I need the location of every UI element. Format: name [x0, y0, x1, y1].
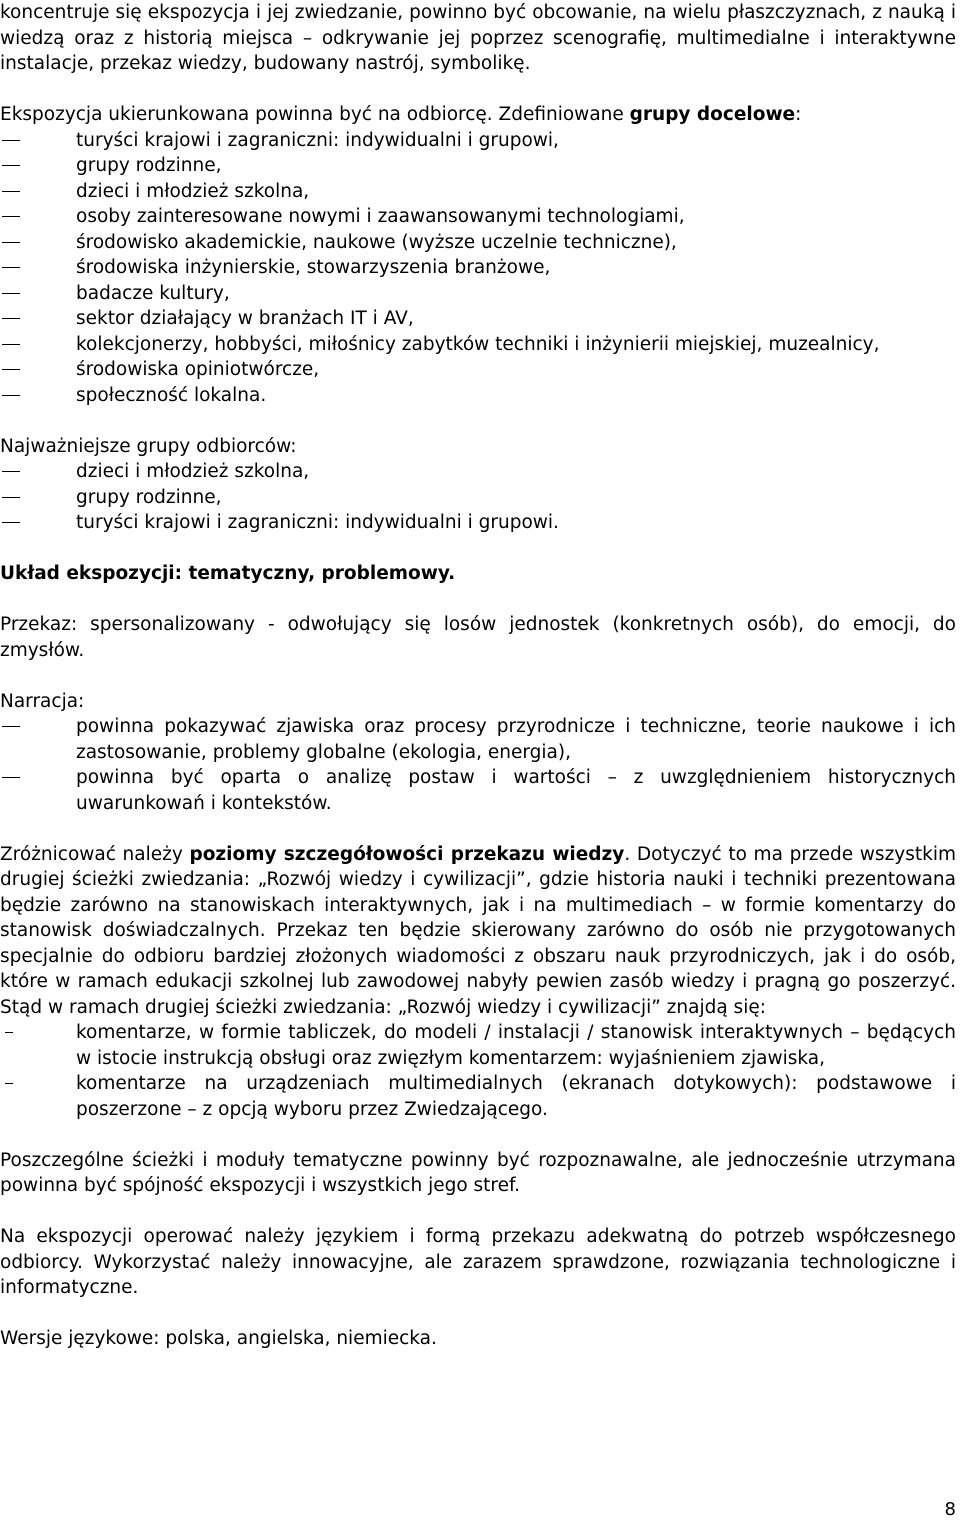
list-item: komentarze, w formie tabliczek, do modeli / instalacji / stanowisk interaktywnych – będących w istocie instrukcją obsługi oraz zwięzłym komentarzem: wyjaśnieniem zjawiska,: [76, 1020, 956, 1071]
levels-lead: Zróżnicować należy: [0, 843, 190, 865]
list-item: środowisko akademickie, naukowe (wyższe uczelnie techniczne),: [76, 230, 956, 256]
paragraph-message: Przekaz: spersonalizowany - odwołujący się losów jednostek (konkretnych osób), do emocji, do zmysłów.: [0, 614, 956, 661]
target-groups-list: [0, 128, 956, 409]
list-item: grupy rodzinne,: [76, 485, 956, 511]
list-item: sektor działający w branżach IT i AV,: [76, 306, 956, 332]
list-item: środowiska opiniotwórcze,: [76, 357, 956, 383]
list-item: społeczność lokalna.: [76, 383, 956, 409]
list-item: turyści krajowi i zagraniczni: indywidualni i grupowi.: [76, 510, 956, 536]
list-item: powinna być oparta o analizę postaw i wartości – z uwzględnieniem historycznych uwarunkowań i kontekstów.: [76, 765, 956, 816]
target-groups-lead: Ekspozycja ukierunkowana powinna być na odbiorcę. Zdefiniowane: [0, 104, 630, 125]
paragraph-levels: [0, 842, 956, 1021]
layout-bold: Układ ekspozycji: tematyczny, problemowy.: [0, 563, 456, 584]
paragraph-intro: koncentruje się ekspozycja i jej zwiedzanie, powinno być obcowanie, na wielu płaszczyznach, z nauką i wiedzą oraz z historią miejsca – odkrywanie jej poprzez scenografię, multimedialne i interaktywne instalacje, przekaz wiedzy, budowany nastrój, symbolikę.: [0, 2, 956, 74]
comments-list: [0, 1020, 956, 1122]
target-groups-bold: grupy docelowe: [629, 104, 796, 125]
main-groups-list: [0, 459, 956, 536]
page-number: 8: [944, 1499, 956, 1520]
levels-body: . Dotyczyć to ma przede wszystkim drugiej ścieżki zwiedzania: „Rozwój wiedzy i cywilizacji”, gdzie historia nauki i techniki prezentowana będzie zarówno na stanowiskach interaktywnych, jak i na multimediach – w formie komentarzy do stanowisk doświadczalnych. Przekaz ten będzie skierowany zarówno do osób nie przygotowanych specjalnie do odbioru bardziej złożonych wiadomości z obszaru nauk przyrodniczych, jak i do osób, które w ramach edukacji szkolnej lub zawodowej nabyły pewien zasób wiedzy i pragną go poszerzyć. Stąd w ramach drugiej ścieżki zwiedzania: „Rozwój wiedzy i cywilizacji” znajdą się:: [0, 843, 956, 1018]
list-item: komentarze na urządzeniach multimedialnych (ekranach dotykowych): podstawowe i poszerzone – z opcją wyboru przez Zwiedzającego.: [76, 1071, 956, 1122]
list-item: środowiska inżynierskie, stowarzyszenia branżowe,: [76, 255, 956, 281]
list-item: dzieci i młodzież szkolna,: [76, 179, 956, 205]
paragraph-versions: Wersje językowe: polska, angielska, niemiecka.: [0, 1328, 437, 1349]
paragraph-narration-heading: Narracja:: [0, 690, 85, 712]
list-item: kolekcjonerzy, hobbyści, miłośnicy zabytków techniki i inżynierii miejskiej, muzealnicy,: [76, 332, 956, 358]
narration-list: [0, 714, 956, 816]
paragraph-paths: Poszczególne ścieżki i moduły tematyczne powinny być rozpoznawalne, ale jednocześnie utrzymana powinna być spójność ekspozycji i wszystkich jego stref.: [0, 1149, 956, 1196]
list-item: badacze kultury,: [76, 281, 956, 307]
list-item: grupy rodzinne,: [76, 153, 956, 179]
paragraph-layout: [0, 561, 956, 587]
target-groups-colon: :: [795, 104, 802, 125]
list-item: osoby zainteresowane nowymi i zaawansowanymi technologiami,: [76, 204, 956, 230]
levels-bold: poziomy szczegółowości przekazu wiedzy: [189, 843, 625, 865]
list-item: powinna pokazywać zjawiska oraz procesy przyrodnicze i techniczne, teorie naukowe i ich zastosowanie, problemy globalne (ekologia, energia),: [76, 714, 956, 765]
paragraph-target-groups: [0, 102, 956, 128]
paragraph-language: Na ekspozycji operować należy językiem i formą przekazu adekwatną do potrzeb współczesnego odbiorcy. Wykorzystać należy innowacyjne, ale zarazem sprawdzone, rozwiązania technologiczne i informatyczne.: [0, 1226, 956, 1298]
list-item: turyści krajowi i zagraniczni: indywidualni i grupowi,: [76, 128, 956, 154]
paragraph-main-groups: Najważniejsze grupy odbiorców:: [0, 435, 297, 457]
list-item: dzieci i młodzież szkolna,: [76, 459, 956, 485]
